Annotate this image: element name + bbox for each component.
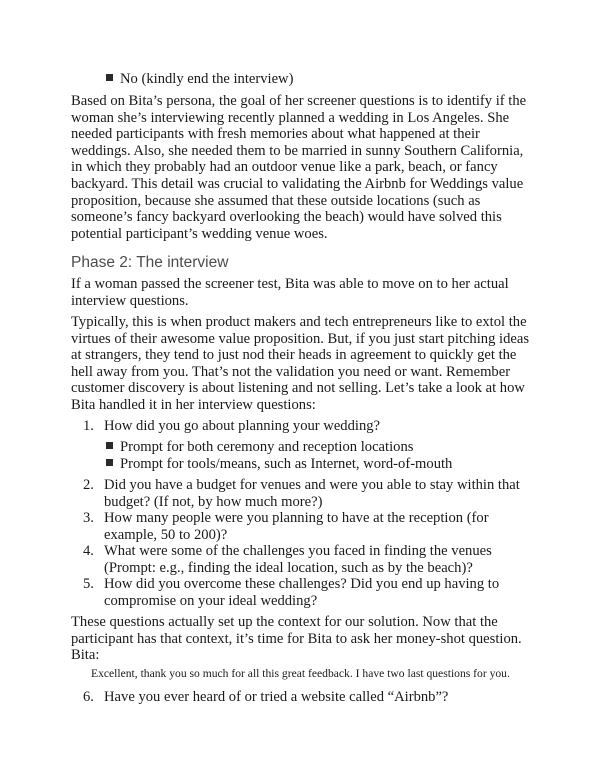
question-text: How did you overcome these challenges? Did you end up having to compromise on your ideal wedding?: [104, 576, 500, 609]
question-number: 3.: [83, 510, 94, 526]
section-heading: Phase 2: The interview: [71, 254, 229, 271]
question-number: 5.: [83, 576, 94, 592]
paragraph-typically: Typically, this is when product makers and tech entrepreneurs like to extol the virtues of their awesome value proposition. But, if you just start pitching ideas at strangers, they tend to just nod their heads in agreement to quickly get the hell away from you. That’s not the validation you need or want. Remember customer discovery is about listening and not selling. Let’s take a look at how Bita handled it in her interview questions:: [71, 314, 530, 413]
question-number: 6.: [83, 689, 94, 705]
paragraph-passed: If a woman passed the screener test, Bita was able to move on to her actual interview questions.: [71, 276, 509, 309]
question-text: Did you have a budget for venues and were you able to stay within that budget? (If not, by how much more?): [104, 477, 520, 510]
question-text: How many people were you planning to have at the reception (for example, 50 to 200)?: [104, 510, 489, 543]
question-number: 2.: [83, 477, 94, 493]
sub-bullet-text: Prompt for both ceremony and reception locations: [120, 439, 414, 455]
square-bullet-icon: [106, 74, 113, 81]
square-bullet-icon: [106, 442, 113, 449]
question-text: Have you ever heard of or tried a website called “Airbnb”?: [104, 689, 449, 705]
question-number: 4.: [83, 543, 94, 559]
sub-bullet-item: [106, 439, 413, 456]
block-quote: Excellent, thank you so much for all this great feedback. I have two last questions for you.: [91, 667, 510, 680]
question-text: What were some of the challenges you faced in finding the venues (Prompt: e.g., finding the ideal location, such as by the beach)?: [104, 543, 492, 576]
paragraph-screener: Based on Bita’s persona, the goal of her screener questions is to identify if the woman she’s interviewing recently planned a wedding in Los Angeles. She needed participants with fresh memories about what happened at their weddings. Also, she needed them to be married in sunny Southern California, in which they probably had an outdoor venue like a park, beach, or fancy backyard. This detail was crucial to validating the Airbnb for Weddings value proposition, because she assumed that these outside locations (such as someone’s fancy backyard overlooking the beach) would have solved this potential participant’s wedding venue woes.: [71, 93, 527, 242]
paragraph-context: These questions actually set up the context for our solution. Now that the participant has that context, it’s time for Bita to ask her money-shot question. Bita:: [71, 614, 522, 664]
bullet-item: [106, 71, 293, 88]
sub-bullet-item: [106, 456, 452, 473]
question-number: 1.: [83, 418, 94, 434]
question-text: How did you go about planning your wedding?: [104, 418, 381, 434]
sub-bullet-text: Prompt for tools/means, such as Internet, word-of-mouth: [120, 456, 453, 472]
bullet-text: No (kindly end the interview): [120, 71, 294, 87]
square-bullet-icon: [106, 459, 113, 466]
